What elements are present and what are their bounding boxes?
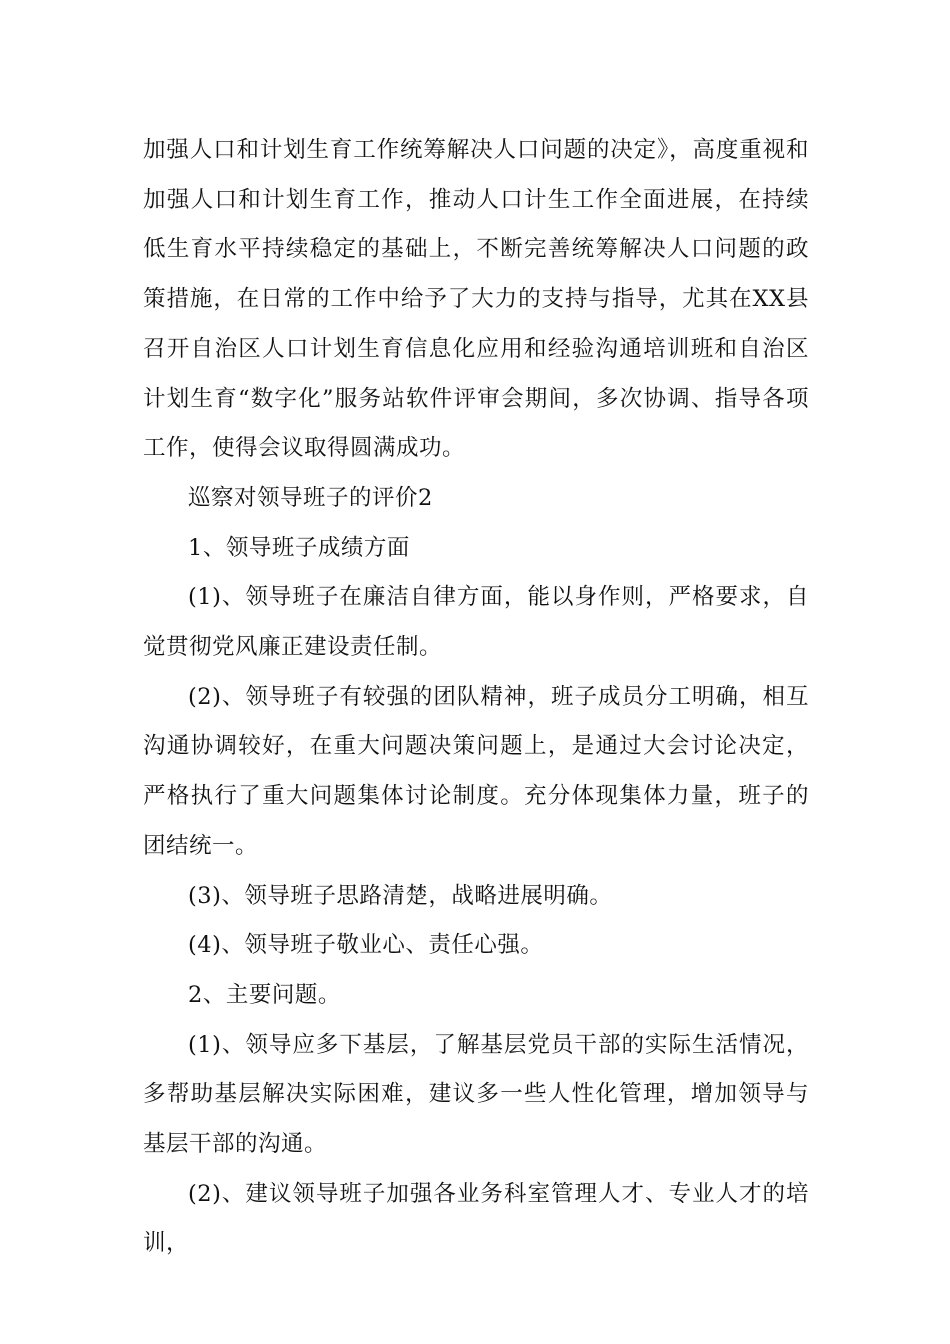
section-heading: 巡察对领导班子的评价2 <box>188 484 433 511</box>
subsection-heading-achievements: 1、领导班子成绩方面 <box>188 534 410 561</box>
list-item: (2)、建议领导班子加强各业务科室管理人才、专业人才的培训， <box>143 1180 809 1257</box>
document-body <box>143 126 809 1269</box>
list-item: (1)、领导班子在廉洁自律方面，能以身作则，严格要求，自觉贯彻党风廉正建设责任制。 <box>143 584 809 661</box>
paragraph-continuation: 加强人口和计划生育工作统筹解决人口问题的决定》，高度重视和加强人口和计划生育工作，推动人口计生工作全面进展，在持续低生育水平持续稳定的基础上，不断完善统筹解决人口问题的政策措施，在日常的工作中给予了大力的支持与指导，尤其在XX县召开自治区人口计划生育信息化应用和经验沟通培训班和自治区计划生育“数字化”服务站软件评审会期间，多次协调、指导各项工作，使得会议取得圆满成功。 <box>143 137 809 462</box>
list-item: (2)、领导班子有较强的团队精神，班子成员分工明确，相互沟通协调较好，在重大问题决策问题上，是通过大会讨论决定，严格执行了重大问题集体讨论制度。充分体现集体力量，班子的团结统一。 <box>143 683 809 859</box>
subsection-heading-problems: 2、主要问题。 <box>188 981 341 1008</box>
list-item: (3)、领导班子思路清楚，战略进展明确。 <box>188 882 613 909</box>
list-item: (4)、领导班子敬业心、责任心强。 <box>188 932 544 959</box>
list-item: (1)、领导应多下基层，了解基层党员干部的实际生活情况，多帮助基层解决实际困难，建议多一些人性化管理，增加领导与基层干部的沟通。 <box>143 1031 809 1158</box>
